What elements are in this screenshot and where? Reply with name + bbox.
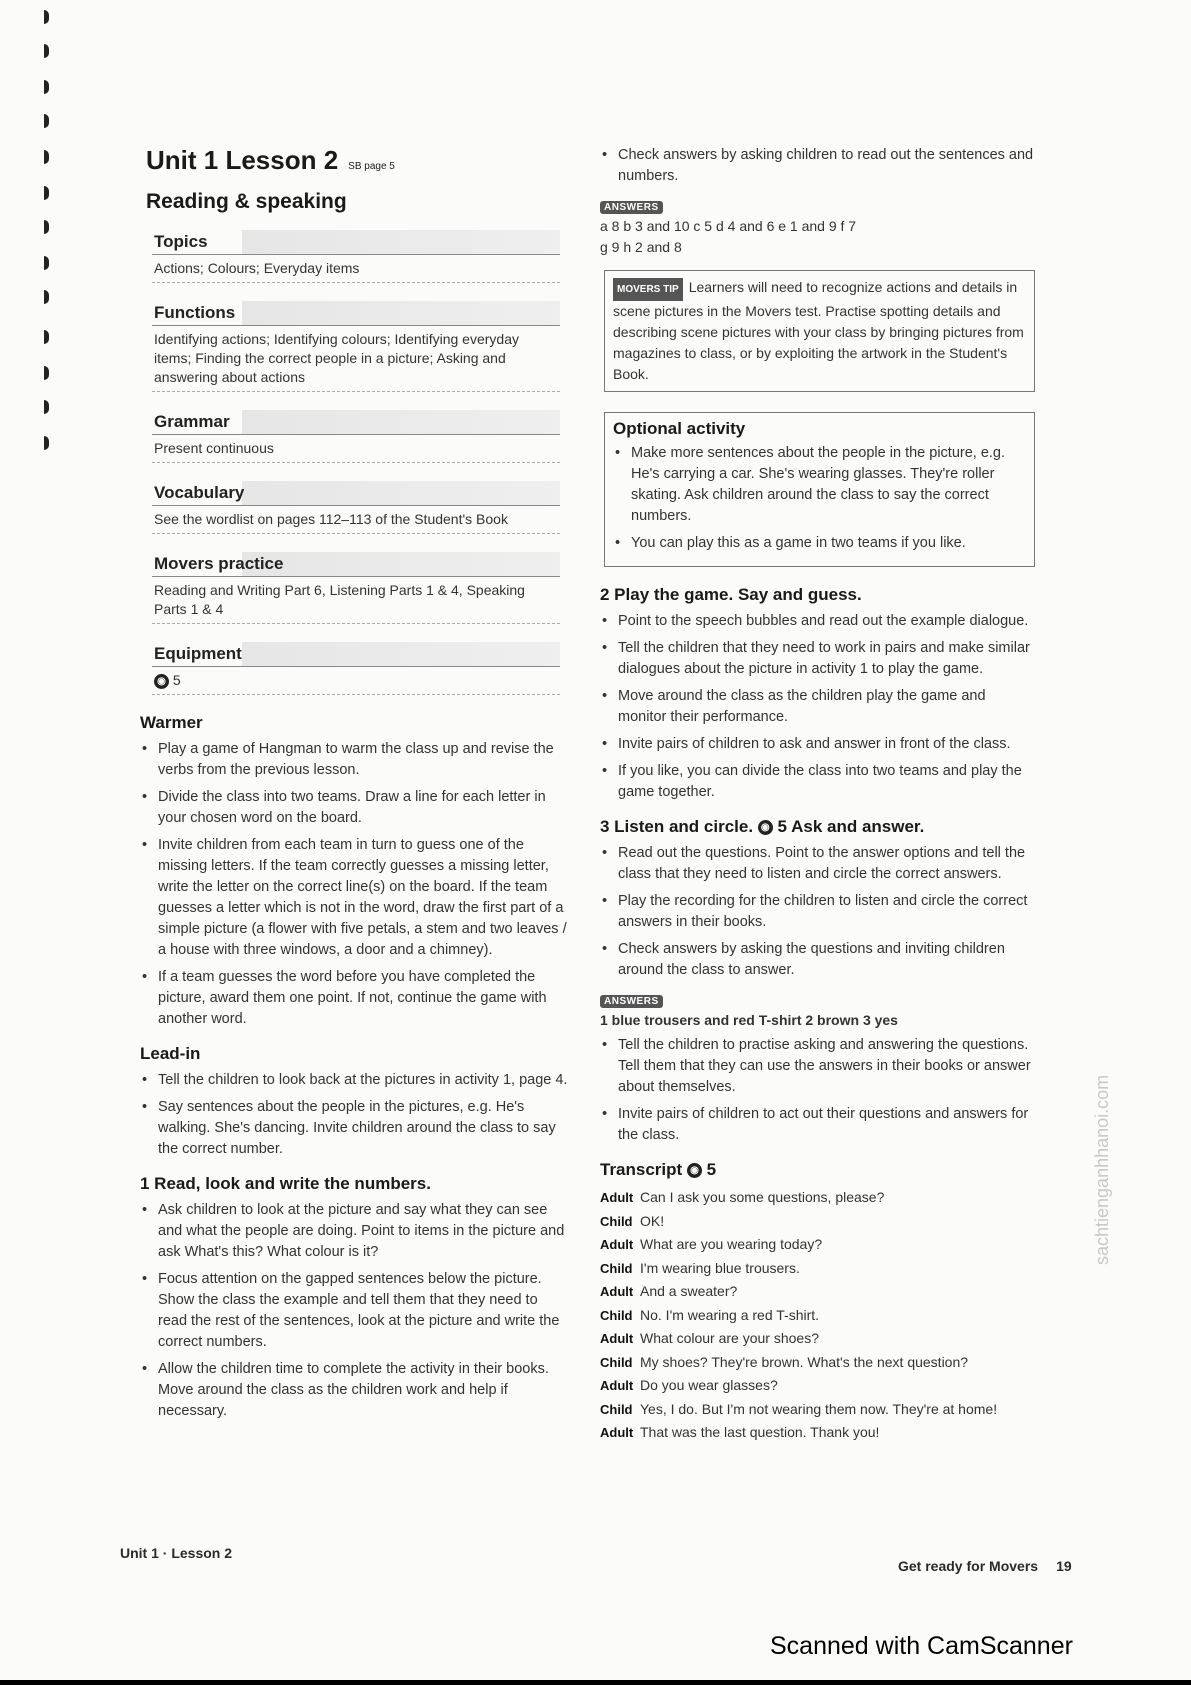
list-item: • If you like, you can divide the class into two teams and play the game together. bbox=[618, 761, 1035, 803]
info-box-heading: Equipment bbox=[152, 642, 560, 667]
info-box-heading: Movers practice bbox=[152, 552, 560, 577]
warmer-list bbox=[140, 739, 570, 1030]
list-item: • Divide the class into two teams. Draw a line for each letter in your chosen word on the board. bbox=[158, 787, 570, 829]
transcript-line: Child No. I'm wearing a red T-shirt. bbox=[600, 1306, 820, 1323]
info-box-body: Identifying actions; Identifying colours; Identifying everyday items; Finding the correct people in a picture; Asking and answering about actions bbox=[152, 326, 560, 392]
optional-activity-heading: Optional activity bbox=[613, 419, 746, 438]
activity1-heading: 1 Read, look and write the numbers. bbox=[140, 1174, 431, 1193]
movers-tip-text: Learners will need to recognize actions and details in scene pictures in the Movers test. Practise spotting details and describing scene pictures with your class by bringing pictures from magazines to class, or by exploiting the artwork in the Student's Book. bbox=[613, 279, 1024, 382]
list-item: • Make more sentences about the people in the picture, e.g. He's carrying a car. She's wearing glasses. They're roller skating. Ask children around the class to say the correct numbers. bbox=[631, 443, 1026, 527]
answers-line: 1 blue trousers and red T-shirt 2 brown 3 yes bbox=[600, 1012, 898, 1028]
info-box-topics bbox=[152, 230, 560, 283]
sb-ref: SB page 5 bbox=[348, 161, 395, 172]
warmer-heading: Warmer bbox=[140, 713, 203, 732]
info-box-heading: Vocabulary bbox=[152, 481, 560, 506]
optional-list bbox=[613, 443, 1026, 554]
list-item: • Focus attention on the gapped sentences below the picture. Show the class the example and tell them that they need to read the rest of the sentences, look at the picture and write the correct numbers. bbox=[158, 1269, 570, 1353]
info-box-heading: Functions bbox=[152, 301, 560, 326]
transcript bbox=[600, 1186, 1035, 1445]
activity1-list bbox=[140, 1200, 570, 1422]
answers-badge: ANSWERS bbox=[600, 995, 663, 1008]
list-item: • Tell the children to practise asking and answering the questions. Tell them that they can use the answers in their books or answer about themselves. bbox=[618, 1035, 1035, 1098]
list-item: • Invite pairs of children to act out their questions and answers for the class. bbox=[618, 1104, 1035, 1146]
equipment-track: 5 bbox=[172, 672, 181, 688]
list-item: • Tell the children to look back at the pictures in activity 1, page 4. bbox=[158, 1070, 570, 1091]
cd-icon: ◉ bbox=[687, 1163, 702, 1178]
info-box-body bbox=[152, 667, 560, 695]
section-title: Reading & speaking bbox=[146, 190, 347, 213]
transcript-line: Adult Can I ask you some questions, please? bbox=[600, 1189, 885, 1205]
info-box-heading: Grammar bbox=[152, 410, 560, 435]
list-item: • Check answers by asking children to read out the sentences and numbers. bbox=[618, 145, 1035, 187]
scanner-label: Scanned with CamScanner bbox=[770, 1632, 1073, 1660]
activity3-track: 5 bbox=[777, 817, 787, 836]
activity2-heading: 2 Play the game. Say and guess. bbox=[600, 585, 862, 604]
activity2-list bbox=[600, 611, 1035, 803]
list-item: • Check answers by asking the questions and inviting children around the class to answer. bbox=[618, 939, 1035, 981]
list-item: • You can play this as a game in two teams if you like. bbox=[631, 533, 1026, 554]
info-box-body: See the wordlist on pages 112–113 of the Student's Book bbox=[152, 506, 560, 534]
info-box-body: Present continuous bbox=[152, 435, 560, 463]
transcript-line: Adult That was the last question. Thank you! bbox=[600, 1424, 880, 1440]
movers-tip-badge: MOVERS TIP bbox=[613, 278, 683, 301]
page-number: 19 bbox=[1056, 1558, 1072, 1574]
activity3-list-2 bbox=[600, 1035, 1035, 1146]
transcript-line: Adult Do you wear glasses? bbox=[600, 1377, 778, 1393]
list-item: • Tell the children that they need to work in pairs and make similar dialogues about the picture in activity 1 to play the game. bbox=[618, 638, 1035, 680]
list-item: • Invite pairs of children to ask and answer in front of the class. bbox=[618, 734, 1035, 755]
transcript-line: Child I'm wearing blue trousers. bbox=[600, 1259, 800, 1276]
watermark: sachtienganhhanoi.com bbox=[1092, 1074, 1112, 1265]
list-item: • Ask children to look at the picture and say what they can see and what the people are doing. Point to items in the picture and ask What's this? What colour is it? bbox=[158, 1200, 570, 1263]
lead-in-heading: Lead-in bbox=[140, 1044, 201, 1063]
optional-activity-box bbox=[604, 412, 1035, 567]
activity3-heading: 3 Listen and circle. ◉ 5 Ask and answer. bbox=[600, 817, 925, 836]
lesson-title: Unit 1 Lesson 2 SB page 5 bbox=[146, 145, 395, 175]
lead-in-list bbox=[140, 1070, 570, 1160]
answers-badge: ANSWERS bbox=[600, 201, 663, 214]
list-item: • Play the recording for the children to listen and circle the correct answers in their books. bbox=[618, 891, 1035, 933]
binding-marks bbox=[40, 0, 54, 460]
answers-line: a 8 b 3 and 10 c 5 d 4 and 6 e 1 and 9 f 7 bbox=[600, 218, 857, 234]
info-box-vocabulary bbox=[152, 481, 560, 534]
activity3-list bbox=[600, 843, 1035, 981]
cd-icon: ◉ bbox=[758, 820, 773, 835]
list-item: • Play a game of Hangman to warm the class up and revise the verbs from the previous lesson. bbox=[158, 739, 570, 781]
transcript-track: 5 bbox=[706, 1160, 717, 1179]
info-box-grammar bbox=[152, 410, 560, 463]
list-item: • Point to the speech bubbles and read out the example dialogue. bbox=[618, 611, 1035, 632]
transcript-line: Adult What are you wearing today? bbox=[600, 1236, 823, 1252]
check-answers-list bbox=[600, 145, 1035, 187]
list-item: • Allow the children time to complete the activity in their books. Move around the class as the children work and help if necessary. bbox=[158, 1359, 570, 1422]
bottom-bar bbox=[0, 1680, 1191, 1685]
footer-unit-lesson: Unit 1 · Lesson 2 bbox=[120, 1545, 233, 1561]
transcript-line: Adult And a sweater? bbox=[600, 1283, 738, 1299]
info-box-functions bbox=[152, 301, 560, 392]
transcript-heading: Transcript ◉ 5 bbox=[600, 1160, 717, 1179]
list-item: • Move around the class as the children play the game and monitor their performance. bbox=[618, 686, 1035, 728]
right-column bbox=[600, 145, 1035, 1445]
list-item: • Invite children from each team in turn to guess one of the missing letters. If the team correctly guesses a missing letter, write the letter on the correct line(s) on the board. If the team guesses a letter which is not in the word, draw the first part of a simple picture (a flower with five petals, a stem and two leaves / a house with three windows, a door and a chimney). bbox=[158, 835, 570, 961]
left-column bbox=[140, 145, 570, 1428]
info-box-movers-practice bbox=[152, 552, 560, 624]
list-item: • If a team guesses the word before you have completed the picture, award them one point. If not, continue the game with another word. bbox=[158, 967, 570, 1030]
answers-line: g 9 h 2 and 8 bbox=[600, 239, 682, 255]
info-box-body: Actions; Colours; Everyday items bbox=[152, 255, 560, 283]
info-box-body: Reading and Writing Part 6, Listening Parts 1 & 4, Speaking Parts 1 & 4 bbox=[152, 577, 560, 624]
info-box-heading: Topics bbox=[152, 230, 560, 255]
transcript-line: Adult What colour are your shoes? bbox=[600, 1330, 819, 1346]
movers-tip-box bbox=[604, 270, 1035, 392]
list-item: • Read out the questions. Point to the answer options and tell the class that they need to listen and circle the correct answers. bbox=[618, 843, 1035, 885]
cd-icon: ◉ bbox=[154, 674, 169, 689]
transcript-line: Child Yes, I do. But I'm not wearing them now. They're at home! bbox=[600, 1400, 998, 1417]
list-item: • Say sentences about the people in the pictures, e.g. He's walking. She's dancing. Invite children around the class to say the correct number. bbox=[158, 1097, 570, 1160]
transcript-line: Child My shoes? They're brown. What's the next question? bbox=[600, 1353, 969, 1370]
footer-book-page: Get ready for Movers 19 bbox=[898, 1558, 1072, 1574]
info-box-equipment bbox=[152, 642, 560, 695]
transcript-line: Child OK! bbox=[600, 1212, 665, 1229]
